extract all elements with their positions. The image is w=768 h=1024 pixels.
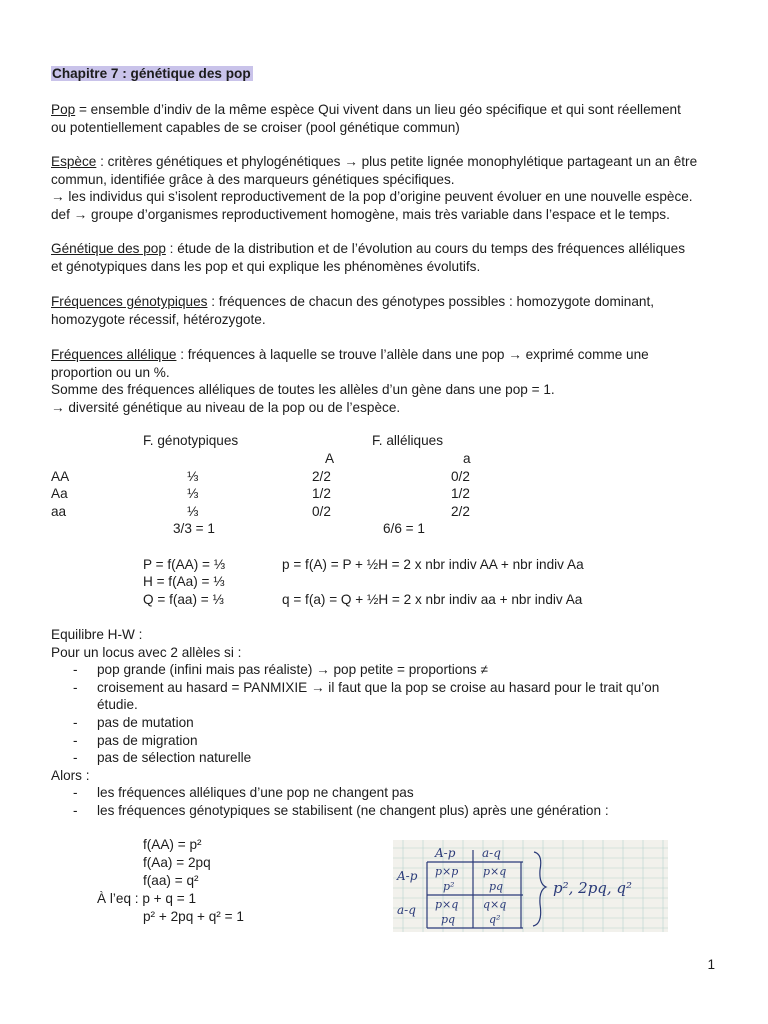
table-col-A: A bbox=[325, 451, 335, 466]
freq-geno-line1: : fréquences de chacun des génotypes possibles : homozygote dominant, bbox=[207, 294, 655, 309]
punnett-sketch bbox=[393, 840, 668, 932]
table-sum-geno: 3/3 = 1 bbox=[173, 521, 215, 536]
handwritten-punnett-photo bbox=[393, 840, 668, 932]
table-cell-geno: ⅓ bbox=[187, 469, 199, 484]
hw-condition: croisement au hasard = PANMIXIE → il faut que la pop se croise au hasard pour le trait qu’on bbox=[97, 679, 660, 695]
hw-consequence: les fréquences génotypiques se stabilisent (ne changent plus) après une génération : bbox=[97, 802, 609, 818]
freq-alle-line2: proportion ou un %. bbox=[51, 364, 170, 380]
table-cell-a: 0/2 bbox=[451, 469, 470, 484]
table-cell-A: 1/2 bbox=[312, 486, 331, 501]
pop-line2: ou potentiellement capables de se croiser (pool génétique commun) bbox=[51, 119, 460, 135]
table-cell-geno: ⅓ bbox=[187, 486, 199, 501]
eq-expand: p² + 2pq + q² = 1 bbox=[143, 909, 244, 924]
table-cell-geno: ⅓ bbox=[187, 504, 199, 519]
table-cell-a: 2/2 bbox=[451, 504, 470, 519]
hw-condition: pas de migration bbox=[97, 732, 198, 748]
punnett-row2: a-q bbox=[397, 903, 416, 917]
hw-condition: pop grande (infini mais pas réaliste) → pop petite = proportions ≠ bbox=[97, 662, 488, 678]
hw-section bbox=[51, 626, 731, 820]
punnett-col2: a-q bbox=[482, 846, 501, 860]
genetique-line1: : étude de la distribution et de l’évolution au cours du temps des fréquences alléliques bbox=[165, 241, 686, 256]
table-cell-a: 1/2 bbox=[451, 486, 470, 501]
eq-fAa: f(Aa) = 2pq bbox=[143, 855, 211, 870]
formula-Q: Q = f(aa) = ⅓ bbox=[143, 592, 224, 607]
hw-condition: pas de sélection naturelle bbox=[97, 750, 252, 766]
espece-definition bbox=[51, 153, 723, 223]
hw-alors: Alors : bbox=[51, 767, 90, 783]
list-item: - croisement au hasard = PANMIXIE → il faut que la pop se croise au hasard pour le trait qu’on bbox=[73, 679, 660, 695]
punnett-cell-q2: q² bbox=[489, 913, 501, 926]
freq-geno-term: Fréquences génotypiques bbox=[51, 294, 208, 309]
eq-faa: f(aa) = q² bbox=[143, 873, 199, 888]
formula-H: H = f(Aa) = ⅓ bbox=[143, 574, 225, 589]
genetique-term: Génétique des pop bbox=[51, 241, 166, 256]
table-sum-alle: 6/6 = 1 bbox=[383, 521, 425, 536]
table-col-a: a bbox=[463, 451, 471, 466]
list-item: - pas de sélection naturelle bbox=[73, 750, 252, 766]
table-header-alle: F. alléliques bbox=[372, 433, 444, 448]
eq-fAA: f(AA) = p² bbox=[143, 837, 202, 852]
punnett-cell-pq: p×q bbox=[483, 865, 507, 878]
punnett-cell-qp-result: pq bbox=[441, 913, 456, 926]
punnett-cell-p2: p² bbox=[443, 880, 455, 893]
punnett-cell-qp: p×q bbox=[435, 898, 459, 911]
freq-alle-line3: Somme des fréquences alléliques de toutes les allèles d’un gène dans une pop = 1. bbox=[51, 382, 555, 398]
punnett-cell-qq: q×q bbox=[483, 898, 507, 911]
formula-q: q = f(a) = Q + ½H = 2 x nbr indiv aa + nbr indiv Aa bbox=[282, 592, 583, 607]
list-item-continuation bbox=[51, 696, 731, 714]
punnett-result: p², 2pq, q² bbox=[553, 879, 633, 897]
eq-sum: À l’eq : p + q = 1 bbox=[97, 891, 196, 906]
pop-definition bbox=[51, 101, 723, 136]
table-header-geno: F. génotypiques bbox=[143, 433, 239, 448]
espece-line3: → les individus qui s’isolent reproductivement de la pop d’origine peuvent évoluer en une nouvelle espèce. bbox=[51, 189, 693, 205]
punnett-col1: A-p bbox=[435, 846, 456, 860]
espece-line4: def → groupe d’organismes reproductivement homogène, mais très variable dans l’espace et le temps. bbox=[51, 206, 670, 222]
espece-line2: commun, identifiée grâce à des marqueurs génétiques spécifiques. bbox=[51, 171, 455, 187]
freq-geno-line2: homozygote récessif, hétérozygote. bbox=[51, 311, 266, 327]
hw-consequence: les fréquences alléliques d’une pop ne changent pas bbox=[97, 785, 414, 801]
hw-heading: Equilibre H-W : bbox=[51, 627, 143, 642]
genetique-definition bbox=[51, 240, 723, 275]
espece-line1: : critères génétiques et phylogénétiques → plus petite lignée monophylétique partageant un an être bbox=[96, 154, 698, 169]
table-cell-A: 2/2 bbox=[312, 469, 331, 484]
chapter-title: Chapitre 7 : génétique des pop bbox=[52, 66, 251, 81]
table-cell-A: 0/2 bbox=[312, 504, 331, 519]
formula-P: P = f(AA) = ⅓ bbox=[143, 557, 226, 572]
table-row-label: AA bbox=[51, 469, 70, 484]
freq-geno-definition bbox=[51, 293, 723, 328]
genetique-line2: et génotypiques dans les pop et qui explique les phénomènes évolutifs. bbox=[51, 258, 481, 274]
list-item: - les fréquences alléliques d’une pop ne changent pas bbox=[73, 785, 414, 801]
pop-term: Pop bbox=[51, 102, 76, 117]
hw-condition-cont: étudie. bbox=[97, 697, 138, 713]
pop-line1: = ensemble d’indiv de la même espèce Qui vivent dans un lieu géo spécifique et qui sont réellement bbox=[75, 102, 681, 117]
list-item: - pas de migration bbox=[73, 732, 198, 748]
punnett-cell-pp: p×p bbox=[435, 865, 459, 878]
punnett-row1: A-p bbox=[397, 869, 418, 883]
punnett-cell-pq-result: pq bbox=[489, 880, 504, 893]
espece-term: Espèce bbox=[51, 154, 97, 169]
formula-p: p = f(A) = P + ½H = 2 x nbr indiv AA + nbr indiv Aa bbox=[282, 557, 584, 572]
freq-alle-line1: : fréquences à laquelle se trouve l’allèle dans une pop → exprimé comme une bbox=[176, 347, 649, 362]
page-number: 1 bbox=[707, 957, 715, 972]
hw-intro: Pour un locus avec 2 allèles si : bbox=[51, 644, 242, 660]
freq-alle-term: Fréquences allélique bbox=[51, 347, 177, 362]
list-item: - les fréquences génotypiques se stabilisent (ne changent plus) après une génération : bbox=[73, 802, 609, 818]
hw-condition: pas de mutation bbox=[97, 714, 194, 730]
freq-alle-definition bbox=[51, 346, 723, 416]
list-item: - pop grande (infini mais pas réaliste) → pop petite = proportions ≠ bbox=[73, 662, 488, 678]
table-row-label: aa bbox=[51, 504, 67, 519]
list-item: - pas de mutation bbox=[73, 714, 194, 730]
freq-alle-line4: → diversité génétique au niveau de la pop ou de l’espèce. bbox=[51, 399, 401, 415]
table-row-label: Aa bbox=[51, 486, 68, 501]
